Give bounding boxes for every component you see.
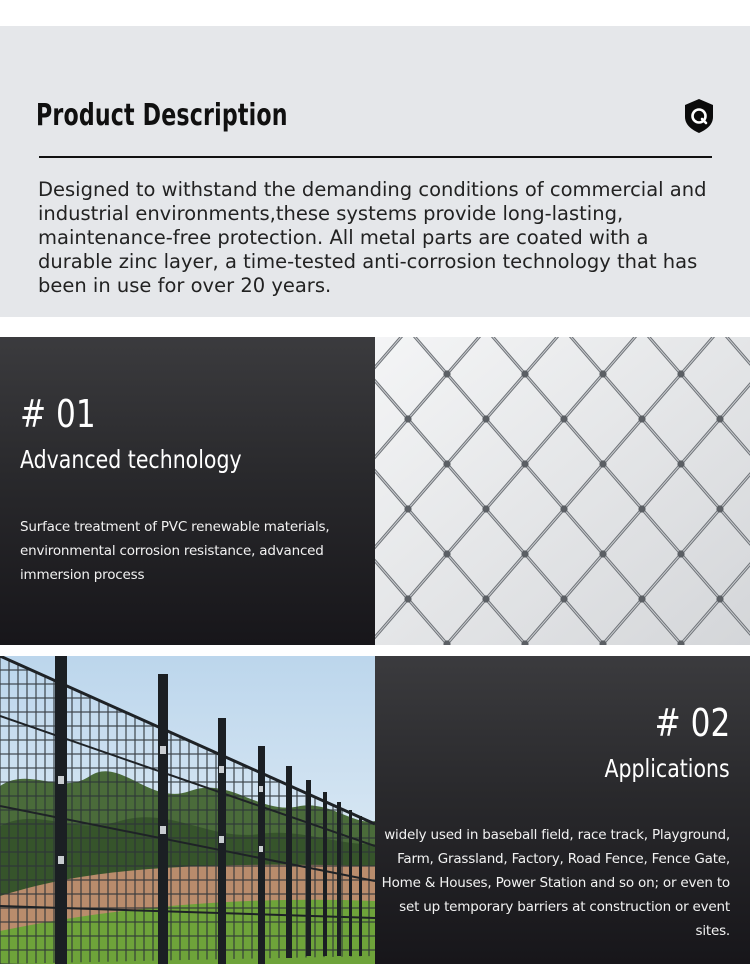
q-shield-icon [683, 98, 715, 134]
feature-02-panel [375, 656, 750, 964]
feature-title: Applications [604, 754, 730, 783]
chain-link-mesh-image [375, 337, 750, 645]
feature-01 [0, 337, 750, 645]
feature-number: # 02 [654, 701, 730, 745]
feature-01-panel [0, 337, 375, 645]
description-text: Designed to withstand the demanding conditions of commercial and industrial environments,these systems provide long-lasting, maintenance-free protection. All metal parts are coated with a durable zinc layer, a time-tested anti-corrosion technology that has been in use for over 20 years. [38, 178, 707, 297]
welded-wire-fence-photo [0, 656, 375, 964]
feature-description: Surface treatment of PVC renewable materials, environmental corrosion resistance, advanced immersion process [20, 519, 330, 583]
feature-number: # 01 [20, 392, 96, 436]
feature-title: Advanced technology [20, 445, 242, 474]
feature-description: widely used in baseball field, race track, Playground, Farm, Grassland, Factory, Road Fence, Fence Gate, Home & Houses, Power Station and so on; or even to set up temporary barriers at construction or event sites. [381, 827, 730, 939]
section-title: Product Description [36, 98, 288, 133]
title-divider [39, 156, 712, 158]
product-description-section [0, 26, 750, 317]
feature-02 [0, 656, 750, 964]
